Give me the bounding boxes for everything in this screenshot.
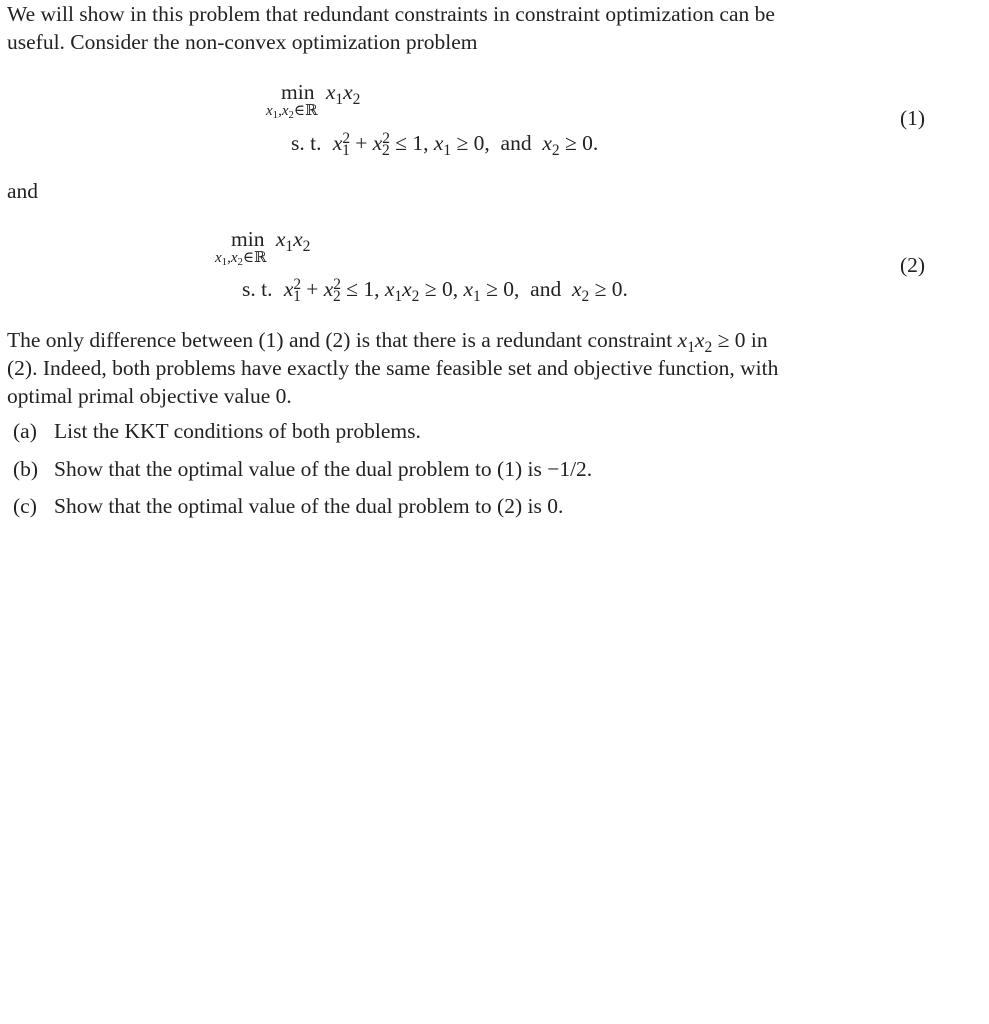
eq2-objective: $\min x_1x_2$	[231, 227, 311, 255]
explanation-line-3: optimal primal objective value 0.	[7, 384, 292, 408]
eq2-domain: $x_1,x_2\in ℝ$	[215, 250, 267, 269]
part-b-text: Show that the optimal value of the dual problem to (1) is −1/2.	[54, 457, 593, 481]
explanation-line-2: (2). Indeed, both problems have exactly the same feasible set and objective function, with	[7, 356, 779, 380]
eq2-constraints: s. t. $x^2_1 + x^2_2 \le 1$, $x_1x_2 \ge 0$, $x_1 \ge 0$, and $x_2 \ge 0$.	[242, 275, 628, 305]
eq2-st: s. t.	[242, 277, 273, 301]
intro-line-2: useful. Consider the non-convex optimization problem	[7, 30, 478, 54]
eq1-number: (1)	[900, 106, 926, 130]
eq1-objective: $\min x_1x_2$	[281, 80, 361, 108]
part-b-label: (b)	[13, 457, 39, 481]
eq2-min: min	[231, 227, 265, 251]
intro-line-1: We will show in this problem that redundant constraints in constraint optimization can be	[7, 2, 775, 26]
part-a-text: List the KKT conditions of both problems.	[54, 419, 421, 443]
eq2-number: (2)	[900, 253, 926, 277]
connector-and: and	[7, 179, 39, 203]
eq1-domain: $x_1,x_2\in ℝ$	[266, 103, 318, 122]
eq1-st: s. t.	[291, 131, 322, 155]
part-c-text: Show that the optimal value of the dual problem to (2) is 0.	[54, 494, 564, 518]
eq1-constraints: s. t. $x^2_1 + x^2_2 \le 1$, $x_1 \ge 0$, and $x_2 \ge 0$.	[291, 129, 599, 159]
part-a-label: (a)	[13, 419, 37, 443]
part-c-label: (c)	[13, 494, 37, 518]
explanation-line-1: The only difference between (1) and (2) is that there is a redundant constraint $x_1x_2 \ge 0$ in	[7, 328, 768, 356]
eq1-min: min	[281, 80, 315, 104]
